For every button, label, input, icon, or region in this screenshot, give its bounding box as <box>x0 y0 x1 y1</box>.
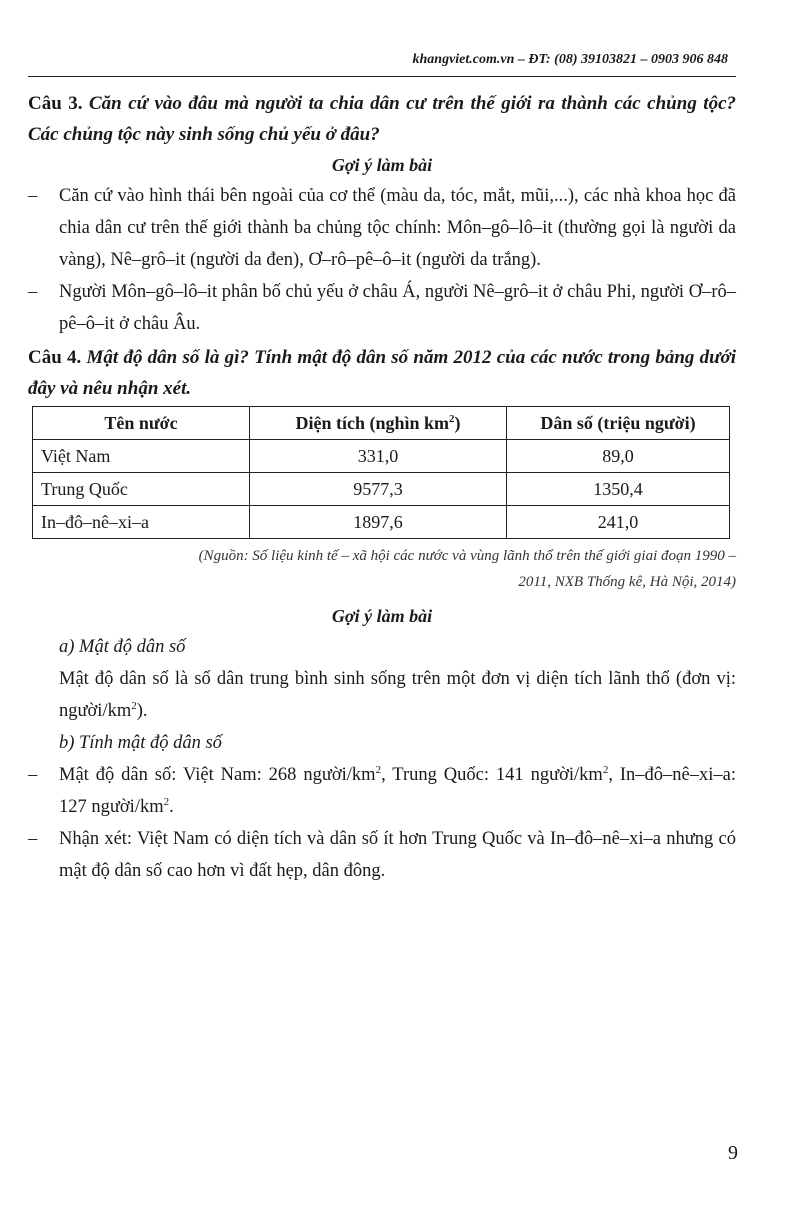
page-number: 9 <box>728 1142 738 1164</box>
page-header: khangviet.com.vn – ĐT: (08) 39103821 – 0903 906 848 <box>412 52 728 67</box>
part-a-label: a) Mật độ dân số <box>59 637 186 657</box>
table-header-row <box>33 407 730 440</box>
cell-country: Việt Nam <box>33 440 250 473</box>
table-row <box>33 506 730 539</box>
header-country: Tên nước <box>33 407 250 440</box>
question-3-label: Câu 3. <box>28 93 83 114</box>
table-source: (Nguồn: Số liệu kinh tế – xã hội các nước và vùng lãnh thổ trên thế giới giai đoạn 1990 – 2011, NXB Thống kê, Hà Nội, 2014) <box>198 548 736 590</box>
header-population: Dân số (triệu người) <box>507 407 730 440</box>
cell-country: In–đô–nê–xi–a <box>33 506 250 539</box>
cell-area: 9577,3 <box>250 473 507 506</box>
question-4 <box>28 342 736 404</box>
dash-icon: – <box>28 829 38 849</box>
dash-icon: – <box>28 186 38 206</box>
part-b-label: b) Tính mật độ dân số <box>59 733 222 753</box>
table-row <box>33 473 730 506</box>
answer-4-bullet-density: – Mật độ dân số: Việt Nam: 268 người/$km^2$, Trung Quốc: 141 người/$km^2$, In–đô–nê–xi–a: 127 người/$km^2$. <box>28 759 736 823</box>
cell-area: 1897,6 <box>250 506 507 539</box>
question-3-text: Căn cứ vào đâu mà người ta chia dân cư trên thế giới ra thành các chủng tộc? Các chủng tộc này sinh sống chủ yếu ở đâu? <box>28 93 737 145</box>
question-4-label: Câu 4. <box>28 347 82 368</box>
header-area: Diện tích (nghìn $km^2$) <box>250 407 507 440</box>
density-table <box>32 406 730 539</box>
guide-heading-1: Gợi ý làm bài <box>331 155 433 175</box>
table-row <box>33 440 730 473</box>
answer-4-bullet-comment: – Nhận xét: Việt Nam có diện tích và dân số ít hơn Trung Quốc và In–đô–nê–xi–a nhưng có mật độ dân số cao hơn vì đất hẹp, dân đông. <box>28 823 736 887</box>
cell-population: 241,0 <box>507 506 730 539</box>
content <box>28 88 736 887</box>
guide-heading-2: Gợi ý làm bài <box>331 606 433 626</box>
cell-population: 1350,4 <box>507 473 730 506</box>
cell-population: 89,0 <box>507 440 730 473</box>
question-3 <box>28 88 736 150</box>
cell-area: 331,0 <box>250 440 507 473</box>
question-4-text: Mật độ dân số là gì? Tính mật độ dân số năm 2012 của các nước trong bảng dưới đây và nêu nhận xét. <box>28 347 737 399</box>
part-a-text: Mật độ dân số là số dân trung bình sinh sống trên một đơn vị diện tích lãnh thổ (đơn vị: người/$km^2$). <box>59 669 736 721</box>
dash-icon: – <box>28 765 38 785</box>
header-rule <box>28 76 736 77</box>
dash-icon: – <box>28 282 38 302</box>
cell-country: Trung Quốc <box>33 473 250 506</box>
answer-3-bullet-2: – Người Môn–gô–lô–it phân bố chủ yếu ở châu Á, người Nê–grô–it ở châu Phi, người Ơ–rô–pê–ô–it ở châu Âu. <box>28 276 736 340</box>
answer-3-bullet-1: – Căn cứ vào hình thái bên ngoài của cơ thể (màu da, tóc, mắt, mũi,...), các nhà khoa học đã chia dân cư trên thế giới thành ba chủng tộc chính: Môn–gô–lô–it (thường gọi là người da vàng), Nê–grô–it (người da đen), Ơ–rô–pê–ô–it (người da trắng). <box>28 180 736 276</box>
